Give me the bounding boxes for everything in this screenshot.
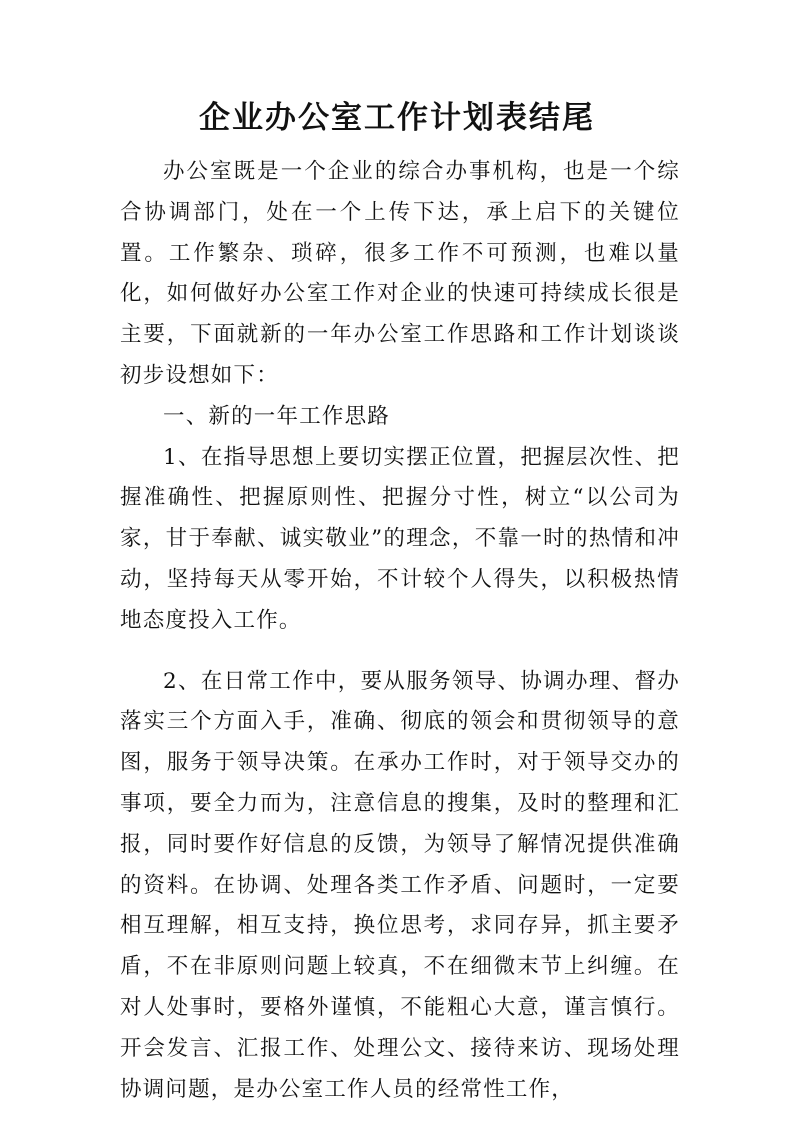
section-heading-work-ideas: 一、新的一年工作思路 [163,403,391,429]
document-title: 企业办公室工作计划表结尾 [199,100,595,136]
paragraph-point-1: 1、在指导思想上要切实摆正位置，把握层次性、把握准确性、把握原则性、把握分寸性，树立“以公司为家，甘于奉献、诚实敬业”的理念，不靠一时的热情和冲动，坚持每天从零开始，不计较个人得失，以积极热情地态度投入工作。 [120,444,680,633]
paragraph-point-2: 2、在日常工作中，要从服务领导、协调办理、督办落实三个方面入手，准确、彻底的领会和贯彻领导的意图，服务于领导决策。在承办工作时，对于领导交办的事项，要全力而为，注意信息的搜集，及时的整理和汇报，同时要作好信息的反馈，为领导了解情况提供准确的资料。在协调、处理各类工作矛盾、问题时，一定要相互理解，相互支持，换位思考，求同存异，抓主要矛盾，不在非原则问题上较真，不在细微末节上纠缠。在对人处事时，要格外谨慎，不能粗心大意，谨言慎行。开会发言、汇报工作、处理公文、接待来访、现场处理协调问题，是办公室工作人员的经常性工作， [120,668,680,1102]
document-body [120,152,680,1110]
paragraph-intro: 办公室既是一个企业的综合办事机构，也是一个综合协调部门，处在一个上传下达，承上启下的关键位置。工作繁杂、琐碎，很多工作不可预测，也难以量化，如何做好办公室工作对企业的快速可持续成长很是主要，下面就新的一年办公室工作思路和工作计划谈谈初步设想如下： [120,159,680,388]
